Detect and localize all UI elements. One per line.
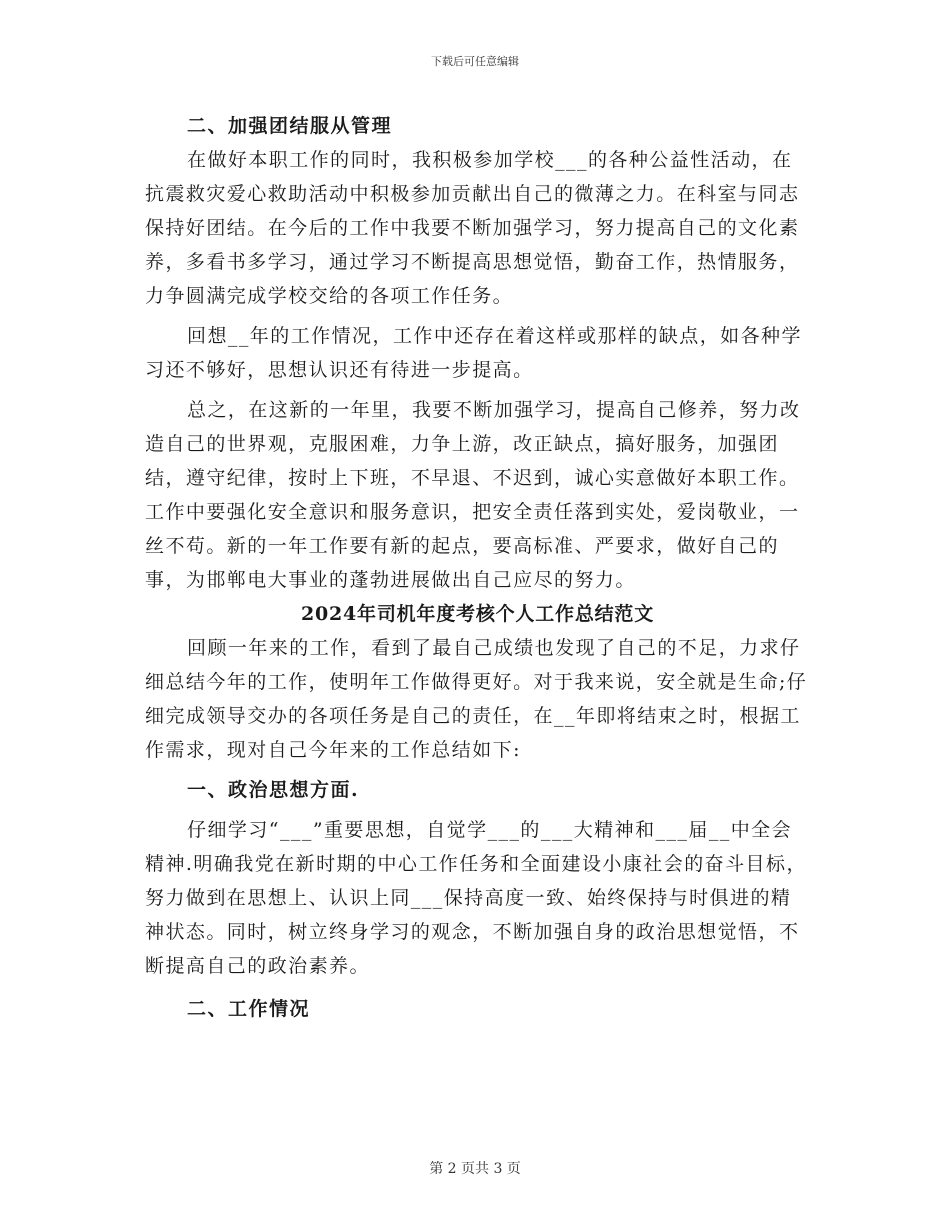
page-header: 下载后可任意编辑 [431,55,519,68]
paragraph: 总之，在这新的一年里，我要不断加强学习，提高自己修养，努力改造自己的世界观，克服困难，力争上游，改正缺点，搞好服务，加强团结，遵守纪律，按时上下班，不早退、不迟到，诚心实意做好本职工作。工作中要强化安全意识和服务意识，把安全责任落到实处，爱岗敬业，一丝不苟。新的一年工作要有新的起点，要高标准、严要求，做好自己的事，为邯郸电大事业的蓬勃进展做出自己应尽的努力。 [145,399,801,591]
section-heading-work: 二、工作情况 [187,998,311,1020]
document-body [145,109,810,1026]
paragraph: 回想__年的工作情况，工作中还存在着这样或那样的缺点，如各种学习还不够好，思想认识还有待进一步提高。 [145,325,802,381]
section-heading-unity: 二、加强团结服从管理 [187,115,393,137]
page-footer: 第 2 页共 3 页 [429,1161,521,1177]
document-title: 2024年司机年度考核个人工作总结范文 [300,603,655,625]
section-heading-politics: 一、政治思想方面. [187,779,360,801]
paragraph: 回顾一年来的工作，看到了最自己成绩也发现了自己的不足，力求仔细总结今年的工作，使明年工作做得更好。对于我来说，安全就是生命;仔细完成领导交办的各项任务是自己的责任，在__年即将结束之时，根据工作需求，现对自己今年来的工作总结如下: [145,637,808,761]
paragraph: 在做好本职工作的同时，我积极参加学校___的各种公益性活动，在抗震救灾爱心救助活动中积极参加贡献出自己的微薄之力。在科室与同志保持好团结。在今后的工作中我要不断加强学习，努力提高自己的文化素养，多看书多学习，通过学习不断提高思想觉悟，勤奋工作，热情服务，力争圆满完成学校交给的各项工作任务。 [145,149,800,307]
paragraph: 仔细学习“___”重要思想，自觉学___的___大精神和___届__中全会精神.明确我党在新时期的中心工作任务和全面建设小康社会的奋斗目标，努力做到在思想上、认识上同___保持高度一致、始终保持与时俱进的精神状态。同时，树立终身学习的观念，不断加强自身的政治思想觉悟，不断提高自己的政治素养。 [145,819,807,977]
